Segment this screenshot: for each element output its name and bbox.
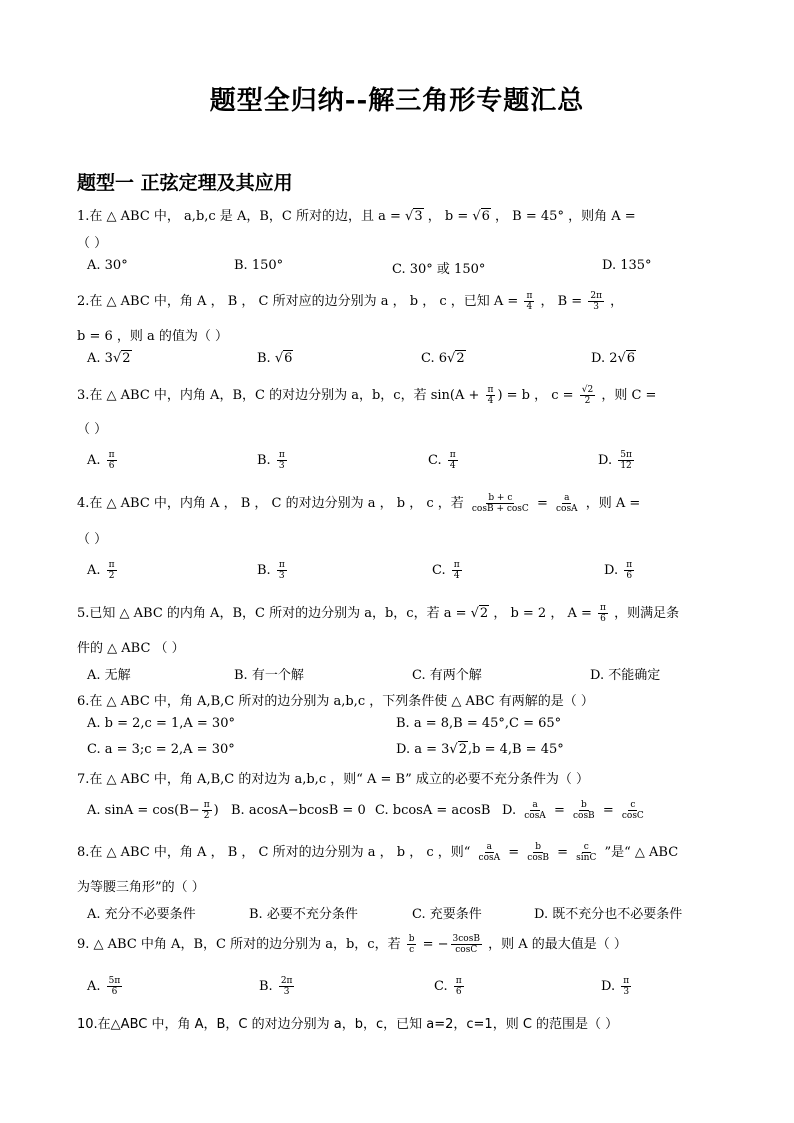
q1-option-d: D. 135° bbox=[602, 258, 652, 273]
q5-option-a: A. 无解 bbox=[87, 668, 131, 683]
q2-option-c: C. 6√2 bbox=[421, 351, 465, 366]
sqrt-symbol: √3 bbox=[405, 209, 423, 224]
q4-option-c: C. $\frac{\pi}{4}$ bbox=[432, 560, 460, 581]
q7-option-c: C. bcosA = acosB bbox=[375, 803, 491, 818]
q7-option-d: D. $\frac{a}{\cos A}$ = $\frac{b}{\cos B}$ = $\frac{c}{\cos C}$ bbox=[502, 800, 644, 821]
q3-option-a: A. $\frac{\pi}{6}$ bbox=[87, 450, 115, 471]
q3-option-b: B. $\frac{\pi}{3}$ bbox=[257, 450, 285, 471]
q3-option-c: C. $\frac{\pi}{4}$ bbox=[428, 450, 456, 471]
question-8-line2: 为等腰三角形”的（ ） bbox=[77, 880, 205, 895]
q6-option-c: C. a = 3;c = 2,A = 30° bbox=[87, 742, 235, 757]
q6-option-d: D. a = 3√2,b = 4,B = 45° bbox=[396, 742, 564, 757]
q7-option-b: B. acosA−bcosB = 0 bbox=[231, 803, 366, 818]
q9-option-b: B. $\frac{2\pi}{3}$ bbox=[259, 976, 293, 997]
q1-option-a: A. 30° bbox=[87, 258, 128, 273]
section-heading: 题型一 正弦定理及其应用 bbox=[77, 172, 293, 194]
question-5-stem: 5.已知 △ ABC 的内角 A，B，C 所对的边分别为 a，b，c，若 a = √2 ， b = 2 ， A = $\frac{\pi}{6}$ ，则满足条 bbox=[77, 603, 680, 624]
question-8-stem: 8.在 △ ABC 中，角 A ， B ， C 所对的边分别为 a ， b ， c ，则“ $\frac{a}{\cos A}$ = $\frac{b}{\cos B}$ = $\frac{c}{\sin C}$ ”是“ △ ABC bbox=[77, 842, 679, 863]
q5-option-b: B. 有一个解 bbox=[234, 668, 304, 683]
q4-option-a: A. $\frac{\pi}{2}$ bbox=[87, 560, 115, 581]
q9-option-c: C. $\frac{\pi}{6}$ bbox=[434, 976, 462, 997]
question-2-line2: b = 6 ，则 a 的值为（ ） bbox=[77, 329, 229, 344]
q8-option-d: D. 既不充分也不必要条件 bbox=[534, 907, 683, 922]
q9-option-d: D. $\frac{\pi}{3}$ bbox=[601, 976, 630, 997]
q1-option-b: B. 150° bbox=[234, 258, 284, 273]
q8-option-a: A. 充分不必要条件 bbox=[87, 907, 196, 922]
question-3-paren: （ ） bbox=[77, 422, 108, 437]
q8-option-b: B. 必要不充分条件 bbox=[249, 907, 358, 922]
q4-option-b: B. $\frac{\pi}{3}$ bbox=[257, 560, 285, 581]
q2-option-b: B. √6 bbox=[257, 351, 293, 366]
q4-option-d: D. $\frac{\pi}{6}$ bbox=[604, 560, 633, 581]
question-4-paren: （ ） bbox=[77, 532, 108, 547]
fraction: $\frac{2\pi}{3}$ bbox=[590, 291, 602, 312]
sqrt-symbol: √6 bbox=[472, 209, 490, 224]
question-9-stem: 9. △ ABC 中角 A，B，C 所对的边分别为 a，b，c，若 $\frac{b}{c}$ = − $\frac{3\cos B}{\cos C}$ ，则 A 的最大值是（ ） bbox=[77, 934, 627, 955]
q5-option-d: D. 不能确定 bbox=[590, 668, 661, 683]
q6-option-b: B. a = 8,B = 45°,C = 65° bbox=[396, 716, 562, 731]
q7-option-a: A. sinA = cos(B− $\frac{\pi}{2}$ ) bbox=[87, 800, 219, 821]
question-1-stem: 1.在 △ ABC 中， a,b,c 是 A，B，C 所对的边，且 a = √3 ， b = √6 ， B = 45° ，则角 A = bbox=[77, 209, 636, 224]
question-3-stem: 3.在 △ ABC 中，内角 A，B，C 的对边分别为 a，b，c，若 sin(A + $\frac{\pi}{4}$ ) = b ， c = $\frac{√2}{2}$ ，则 C = bbox=[77, 385, 657, 406]
question-10-stem: 10.在△ABC 中，角 A，B，C 的对边分别为 a，b，c，已知 a=2，c=1，则 C 的范围是（ ） bbox=[77, 1017, 619, 1032]
q1-option-c: C. 30° 或 150° bbox=[392, 262, 486, 277]
question-1-paren: （ ） bbox=[77, 236, 108, 251]
q3-option-d: D. $\frac{5\pi}{12}$ bbox=[598, 450, 632, 471]
question-4-stem: 4.在 △ ABC 中，内角 A ， B ， C 的对边分别为 a ， b ， c ，若 $\frac{b + c}{\cos B + \cos C}$ = $\frac{a}{\cos A}$ ，则 A = bbox=[77, 493, 641, 514]
q2-option-a: A. 3√2 bbox=[87, 351, 131, 366]
q2-option-d: D. 2√6 bbox=[591, 351, 636, 366]
question-2-stem: 2.在 △ ABC 中，角 A ， B ， C 所对应的边分别为 a ， b ， c ，已知 A = $\frac{\pi}{4}$ ， B = $\frac{2\pi}{3}$ ， bbox=[77, 291, 624, 312]
question-7-stem: 7.在 △ ABC 中，角 A,B,C 的对边为 a,b,c ，则“ A = B” 成立的必要不充分条件为（ ） bbox=[77, 772, 590, 787]
question-5-line2: 件的 △ ABC （ ） bbox=[77, 641, 185, 656]
q6-option-a: A. b = 2,c = 1,A = 30° bbox=[87, 716, 235, 731]
q8-option-c: C. 充要条件 bbox=[412, 907, 482, 922]
q9-option-a: A. $\frac{5\pi}{6}$ bbox=[87, 976, 121, 997]
q5-option-c: C. 有两个解 bbox=[412, 668, 482, 683]
question-6-stem: 6.在 △ ABC 中，角 A,B,C 所对的边分别为 a,b,c ，下列条件使 △ ABC 有两解的是（ ） bbox=[77, 694, 594, 709]
fraction: $\frac{\pi}{4}$ bbox=[526, 291, 533, 312]
page-title: 题型全归纳--解三角形专题汇总 bbox=[209, 86, 585, 116]
